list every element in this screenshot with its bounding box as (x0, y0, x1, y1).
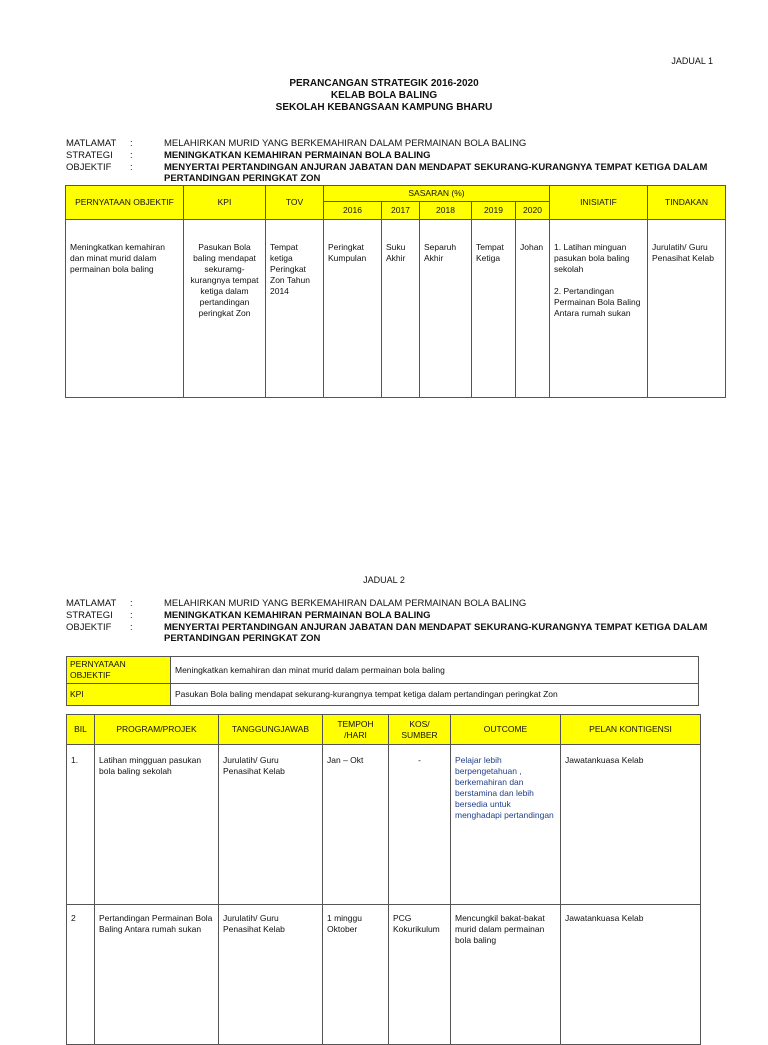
doc-title-line-3: SEKOLAH KEBANGSAAN KAMPUNG BHARU (275, 102, 493, 113)
strategi-key: STRATEGI (66, 150, 113, 161)
header-pelan-kontigensi: PELAN KONTIGENSI (561, 715, 701, 745)
strategi-row (66, 150, 726, 162)
cell-kpi: Pasukan Bola baling mendapat sekuramg-kurangnya tempat ketiga dalam pertandingan peringkat Zon (184, 220, 266, 398)
header-inisiatif: INISIATIF (550, 186, 648, 220)
header-year-2016: 2016 (324, 202, 382, 220)
strategi-value-2: MENINGKATKAN KEMAHIRAN PERMAINAN BOLA BALING (164, 610, 431, 621)
table-row (67, 745, 701, 905)
objektif-colon: : (130, 162, 133, 173)
cell-2020: Johan (516, 220, 550, 398)
cell-2019: Tempat Ketiga (472, 220, 516, 398)
cell-pernyataan: Meningkatkan kemahiran dan minat murid dalam permainan bola baling (66, 220, 184, 398)
row1-tempoh: Jan – Okt (323, 745, 389, 905)
matlamat-colon-2: : (130, 598, 133, 609)
header-sasaran: SASARAN (%) (324, 186, 550, 202)
matlamat-key: MATLAMAT (66, 138, 117, 149)
header-year-2017: 2017 (382, 202, 420, 220)
matlamat-row (66, 138, 726, 150)
cell-tov: Tempat ketiga Peringkat Zon Tahun 2014 (266, 220, 324, 398)
summary-kpi-label: KPI (67, 684, 171, 706)
header-outcome: OUTCOME (451, 715, 561, 745)
row1-bil: 1. (67, 745, 95, 905)
doc-title-line-1: PERANCANGAN STRATEGIK 2016-2020 (289, 78, 479, 89)
objektif-row-2 (66, 622, 726, 646)
header-year-2020: 2020 (516, 202, 550, 220)
summary-pernyataan-value: Meningkatkan kemahiran dan minat murid dalam permainan bola baling (171, 657, 699, 684)
row2-pelan: Jawatankuasa Kelab (561, 905, 701, 1045)
header-kpi: KPI (184, 186, 266, 220)
jadual-2-summary-table (66, 656, 699, 706)
strategi-row-2 (66, 610, 726, 622)
row1-kos: - (389, 745, 451, 905)
header-pernyataan-objektif: PERNYATAAN OBJEKTIF (66, 186, 184, 220)
strategi-colon-2: : (130, 610, 133, 621)
summary-pernyataan-label: PERNYATAAN OBJEKTIF (67, 657, 171, 684)
cell-2016: Peringkat Kumpulan (324, 220, 382, 398)
matlamat-row-2 (66, 598, 726, 610)
row1-tanggungjawab: Jurulatih/ Guru Penasihat Kelab (219, 745, 323, 905)
jadual-2-program-table (66, 714, 701, 1045)
objektif-colon-2: : (130, 622, 133, 633)
row2-tempoh: 1 minggu Oktober (323, 905, 389, 1045)
doc-title-line-2: KELAB BOLA BALING (330, 90, 438, 101)
matlamat-value-2: MELAHIRKAN MURID YANG BERKEMAHIRAN DALAM PERMAINAN BOLA BALING (164, 598, 527, 609)
header-tanggungjawab: TANGGUNGJAWAB (219, 715, 323, 745)
jadual-1-label: JADUAL 1 (671, 56, 713, 66)
objektif-row (66, 162, 726, 186)
objektif-value-2: MENYERTAI PERTANDINGAN ANJURAN JABATAN DAN MENDAPAT SEKURANG-KURANGNYA TEMPAT KETIGA DALAM PERTANDINGAN PERINGKAT ZON (164, 622, 708, 644)
header-bil: BIL (67, 715, 95, 745)
row2-kos: PCG Kokurikulum (389, 905, 451, 1045)
matlamat-colon: : (130, 138, 133, 149)
header-program: PROGRAM/PROJEK (95, 715, 219, 745)
row2-bil: 2 (67, 905, 95, 1045)
header-year-2019: 2019 (472, 202, 516, 220)
strategi-value: MENINGKATKAN KEMAHIRAN PERMAINAN BOLA BALING (164, 150, 431, 161)
objektif-key-2: OBJEKTIF (66, 622, 112, 633)
matlamat-value: MELAHIRKAN MURID YANG BERKEMAHIRAN DALAM PERMAINAN BOLA BALING (164, 138, 527, 149)
header-year-2018: 2018 (420, 202, 472, 220)
row1-outcome: Pelajar lebih berpengetahuan , berkemahiran dan berstamina dan lebih bersedia untuk menghadapi pertandingan (451, 745, 561, 905)
row2-program: Pertandingan Permainan Bola Baling Antara rumah sukan (95, 905, 219, 1045)
inisiatif-item-1: 1. Latihan minguan pasukan bola baling sekolah (554, 242, 630, 274)
cell-2017: Suku Akhir (382, 220, 420, 398)
objektif-value: MENYERTAI PERTANDINGAN ANJURAN JABATAN DAN MENDAPAT SEKURANG-KURANGNYA TEMPAT KETIGA DALAM PERTANDINGAN PERINGKAT ZON (164, 162, 708, 184)
header-tov: TOV (266, 186, 324, 220)
row1-pelan: Jawatankuasa Kelab (561, 745, 701, 905)
objektif-key: OBJEKTIF (66, 162, 112, 173)
inisiatif-item-2: 2. Pertandingan Permainan Bola Baling Antara rumah sukan (554, 286, 641, 318)
row2-tanggungjawab: Jurulatih/ Guru Penasihat Kelab (219, 905, 323, 1045)
table-row (66, 220, 726, 398)
strategi-key-2: STRATEGI (66, 610, 113, 621)
summary-kpi-value: Pasukan Bola baling mendapat sekurang-kurangnya tempat ketiga dalam pertandingan peringkat Zon (171, 684, 699, 706)
header-tindakan: TINDAKAN (648, 186, 726, 220)
row2-outcome: Mencungkil bakat-bakat murid dalam permainan bola baling (451, 905, 561, 1045)
cell-inisiatif (550, 220, 648, 398)
cell-tindakan: Jurulatih/ Guru Penasihat Kelab (648, 220, 726, 398)
strategi-colon: : (130, 150, 133, 161)
jadual-2-label: JADUAL 2 (363, 575, 405, 585)
header-tempoh: TEMPOH /HARI (323, 715, 389, 745)
cell-2018: Separuh Akhir (420, 220, 472, 398)
matlamat-key-2: MATLAMAT (66, 598, 117, 609)
header-kos: KOS/ SUMBER (389, 715, 451, 745)
jadual-1-table (65, 185, 726, 398)
row1-program: Latihan mingguan pasukan bola baling sekolah (95, 745, 219, 905)
